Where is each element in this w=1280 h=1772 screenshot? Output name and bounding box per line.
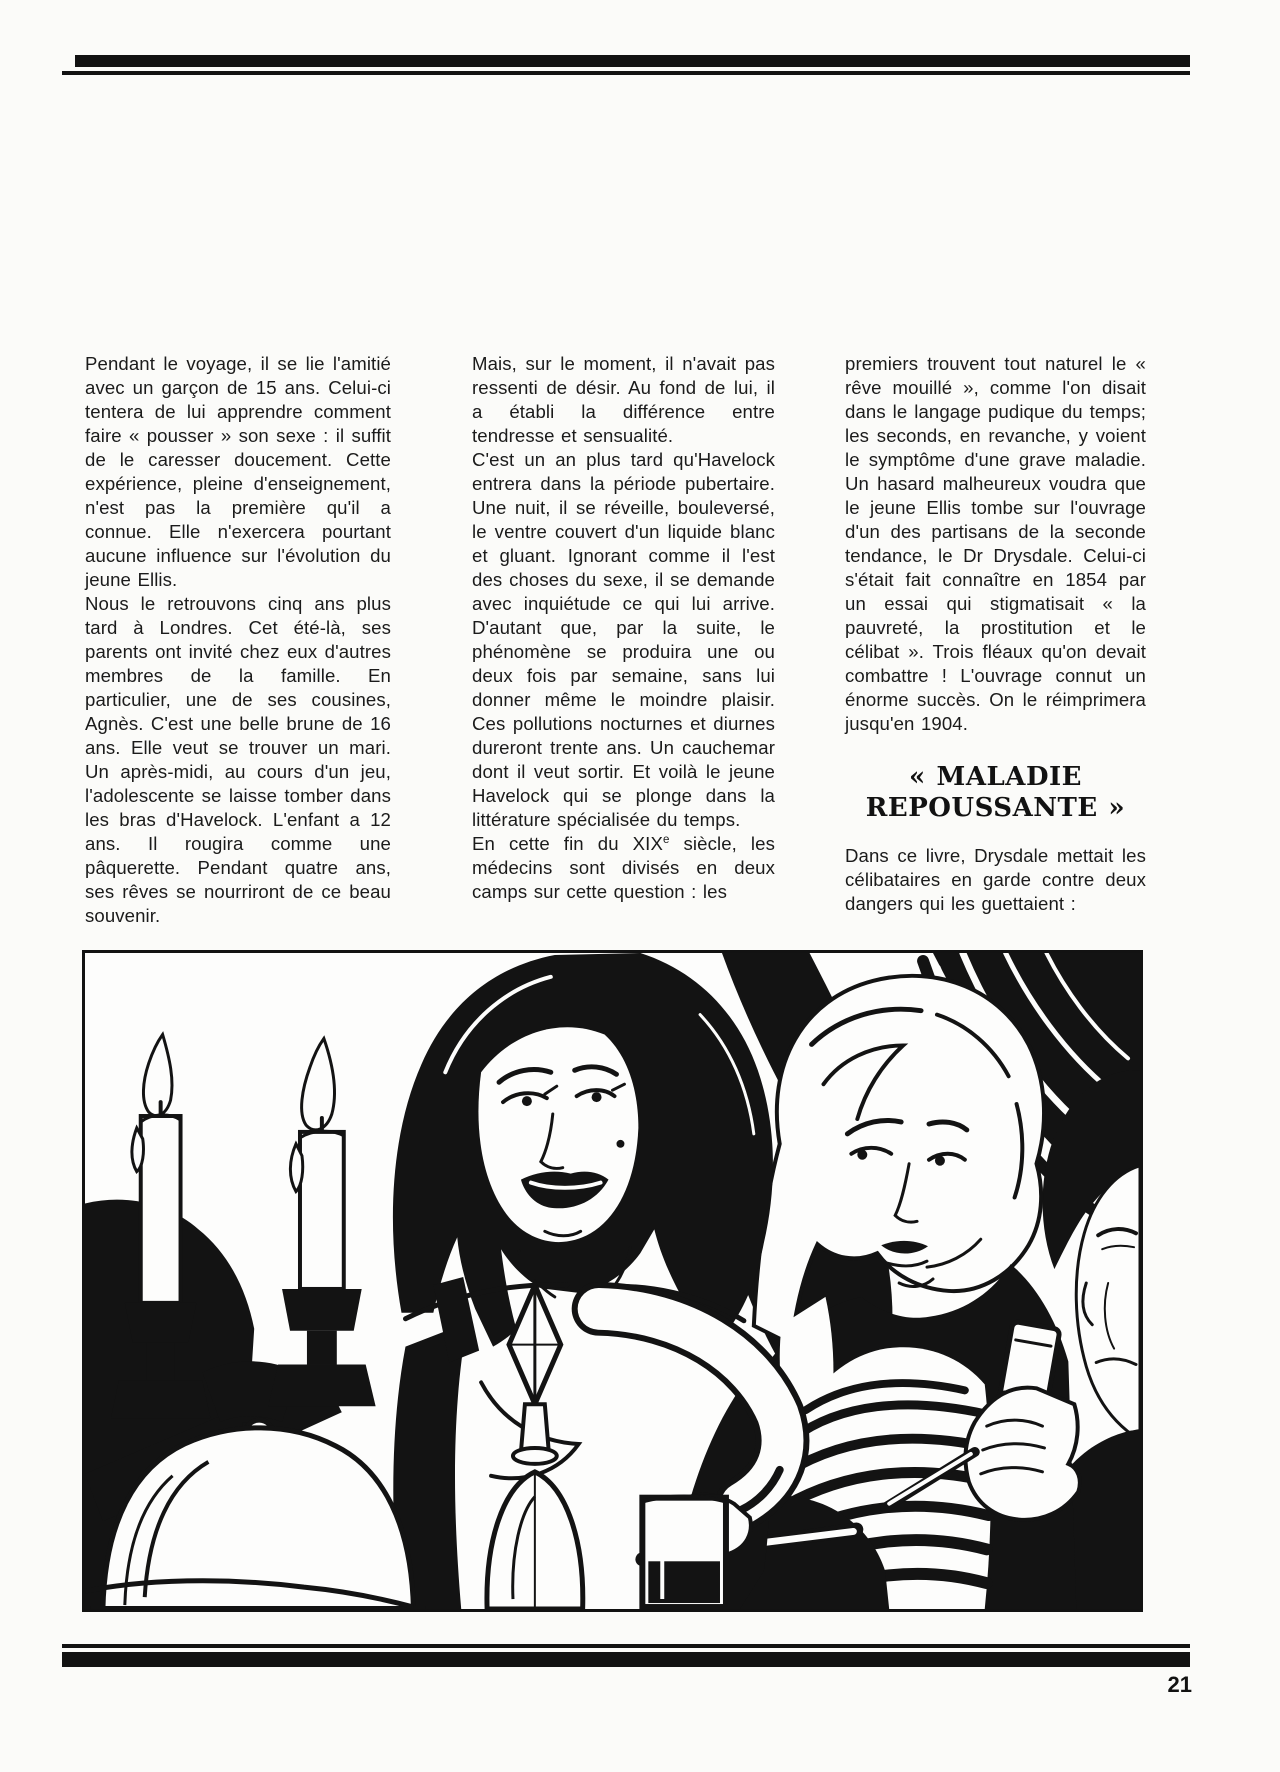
body-text: En cette fin du XIX (472, 833, 663, 854)
page-number: 21 (1167, 1672, 1192, 1697)
top-rule-thin (62, 71, 1190, 75)
body-paragraph: premiers trouvent tout naturel le « rêve mouillé », comme l'on disait dans le langage pudique du temps; les seconds, en revanche, y voient le symptôme d'une grave maladie. Un hasard malheureux voudra que le jeune Ellis tombe sur l'ouvrage d'un des partisans de la seconde tendance, le Dr Drysdale. Celui-ci s'était fait connaître en 1854 par un essai qui stigmatisait « la pauvreté, la prostitution et le célibat ». Trois fléaux qu'on devait combattre ! L'ouvrage connut un énorme succès. On le réimprimera jusqu'en 1904. (845, 353, 1146, 734)
candle (141, 1116, 181, 1303)
body-paragraph: Nous le retrouvons cinq ans plus tard à Londres. Cet été-là, ses parents ont invité chez eux d'autres membres de la famille. En particulier, une de ses cousines, Agnès. C'est une belle brune de 16 ans. Elle veut se trouver un mari. Un après-midi, au cours d'un jeu, l'adolescente se laisse tomber dans les bras d'Havelock. L'enfant a 12 ans. Il rougira comme une pâquerette. Pendant quatre ans, ses rêves se nourriront de ce beau souvenir. (85, 593, 391, 926)
body-paragraph: Mais, sur le moment, il n'avait pas ressenti de désir. Au fond de lui, il a établi la différence entre tendresse et sensualité. (472, 353, 775, 446)
text-column-3 (845, 352, 1146, 916)
body-paragraph: Dans ce livre, Drysdale mettait les célibataires en garde contre deux dangers qui les guettaient : (845, 845, 1146, 914)
comic-illustration-drawing (85, 953, 1140, 1609)
section-heading-line2: REPOUSSANTE » (865, 793, 1126, 823)
bottom-rule-thick (62, 1652, 1190, 1667)
section-heading-line1: « MALADIE (909, 762, 1082, 792)
text-column-2 (472, 352, 775, 904)
drinking-glass (642, 1496, 726, 1607)
superscript-e: e (662, 833, 670, 846)
comic-illustration (82, 950, 1143, 1612)
candle (300, 1132, 344, 1289)
body-paragraph (472, 832, 775, 904)
section-heading (845, 762, 1146, 824)
body-text: siècle, les médecins sont divisés en deux camps sur cette question : les (472, 833, 775, 902)
bottom-rule-thin (62, 1644, 1190, 1648)
body-paragraph: Pendant le voyage, il se lie l'amitié avec un garçon de 15 ans. Celui-ci tentera de lui apprendre comment faire « pousser » son sexe : il suffit de le caresser doucement. Cette expérience, pleine d'enseignement, n'est pas la première qu'il a connue. Elle n'exercera pourtant aucune influence sur l'évolution du jeune Ellis. (85, 353, 391, 590)
body-paragraph: C'est un an plus tard qu'Havelock entrera dans la période pubertaire. Une nuit, il se réveille, bouleversé, le ventre couvert d'un liquide blanc et gluant. Ignorant comme il l'est des choses du sexe, il se demande avec inquiétude ce qui lui arrive. D'autant que, par la suite, le phénomène se produira une ou deux fois par semaine, sans lui donner même le moindre plaisir. Ces pollutions nocturnes et diurnes dureront trente ans. Un cauchemar dont il veut sortir. Et voilà le jeune Havelock qui se plonge dans la littérature spécialisée du temps. (472, 449, 775, 830)
text-column-1 (85, 352, 391, 928)
top-rule-thick (75, 55, 1190, 67)
